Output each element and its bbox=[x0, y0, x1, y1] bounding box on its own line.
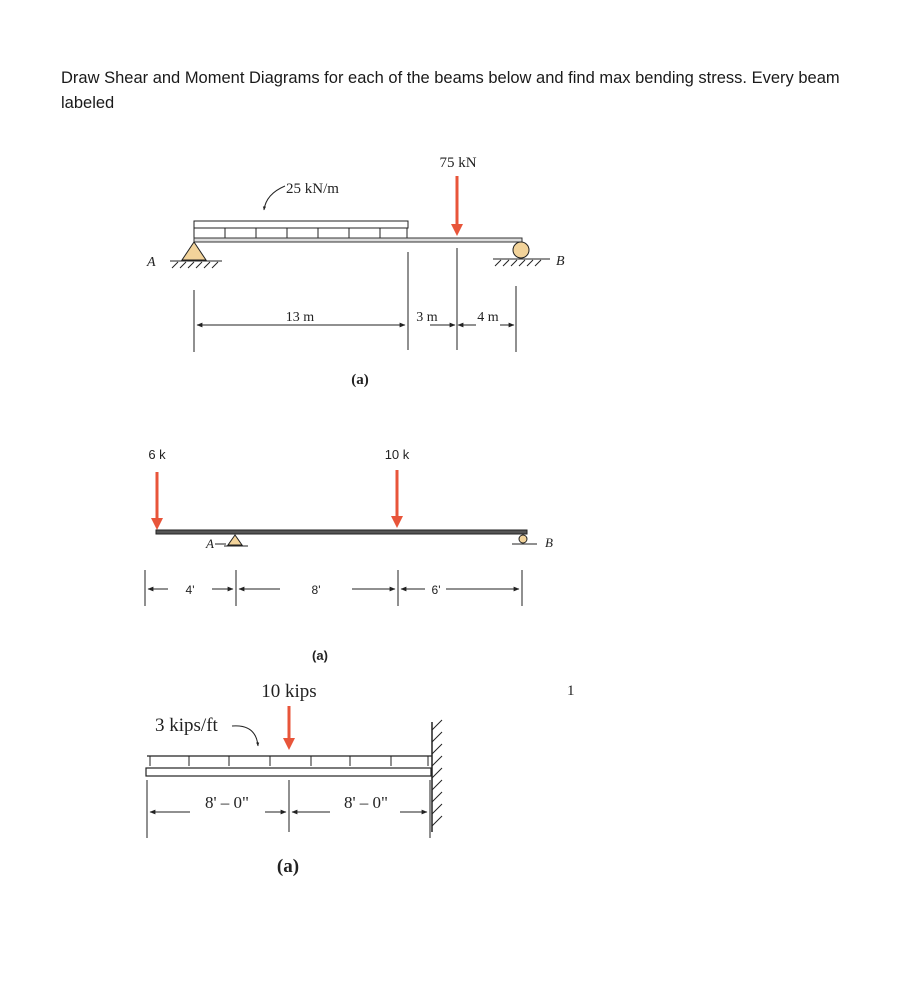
beam2-load-left-label: 6 k bbox=[148, 447, 166, 462]
beam1-roller-support-icon bbox=[513, 242, 529, 258]
beam-2-diagram bbox=[145, 447, 553, 663]
beam1-dim3-label: 4 m bbox=[477, 310, 499, 325]
beam2-roller-support-icon bbox=[519, 535, 527, 543]
beam3-dim1-label: 8' – 0" bbox=[204, 793, 250, 812]
beam1-beam bbox=[194, 238, 522, 242]
beam3-dim2-label: 8' – 0" bbox=[343, 793, 389, 812]
problem-statement: Draw Shear and Moment Diagrams for each of the beams below and find max bending stress. Every beam labeled bbox=[61, 69, 840, 112]
beam1-point-load-label: 75 kN bbox=[439, 155, 477, 171]
beam2-beam bbox=[156, 530, 527, 534]
beam1-dim1-label: 13 m bbox=[285, 310, 315, 325]
beam2-dimension-lines bbox=[145, 570, 522, 606]
beam1-distributed-load-label: 25 kN/m bbox=[286, 181, 339, 197]
page-marker: 1 bbox=[567, 683, 575, 699]
beam3-caption: (a) bbox=[276, 856, 300, 877]
beam3-distributed-load-label: 3 kips/ft bbox=[155, 715, 218, 736]
beam3-point-load-label: 10 kips bbox=[261, 681, 317, 702]
beam2-pin-support-icon bbox=[228, 535, 242, 545]
beam2-dim2-label: 8' bbox=[311, 583, 321, 597]
beam1-caption: (a) bbox=[351, 372, 369, 388]
beam-1-diagram bbox=[146, 155, 565, 388]
beam1-pin-support-icon bbox=[182, 242, 206, 260]
beam3-distributed-load-arrows bbox=[150, 756, 428, 766]
beam1-dimension-lines bbox=[194, 248, 516, 352]
beam2-support-a-label: A bbox=[206, 536, 214, 551]
beam2-load-mid-label: 10 k bbox=[384, 447, 410, 462]
beam2-dim1-label: 4' bbox=[185, 583, 195, 597]
beam1-support-b-label: B bbox=[556, 254, 565, 269]
beam1-distributed-load-block bbox=[194, 221, 408, 228]
beam2-caption: (a) bbox=[312, 648, 328, 663]
beam1-distributed-load-arrows bbox=[194, 228, 407, 238]
beam2-support-b-label: B bbox=[545, 535, 553, 550]
beam3-beam bbox=[146, 768, 431, 776]
beam3-load-leader-arrow bbox=[232, 726, 258, 746]
beam1-support-a-label: A bbox=[147, 255, 156, 270]
beam1-load-leader-arrow bbox=[264, 186, 285, 210]
beam-3-diagram bbox=[146, 681, 575, 877]
beam1-dim2-label: 3 m bbox=[416, 310, 438, 325]
beam2-dim3-label: 6' bbox=[431, 583, 441, 597]
